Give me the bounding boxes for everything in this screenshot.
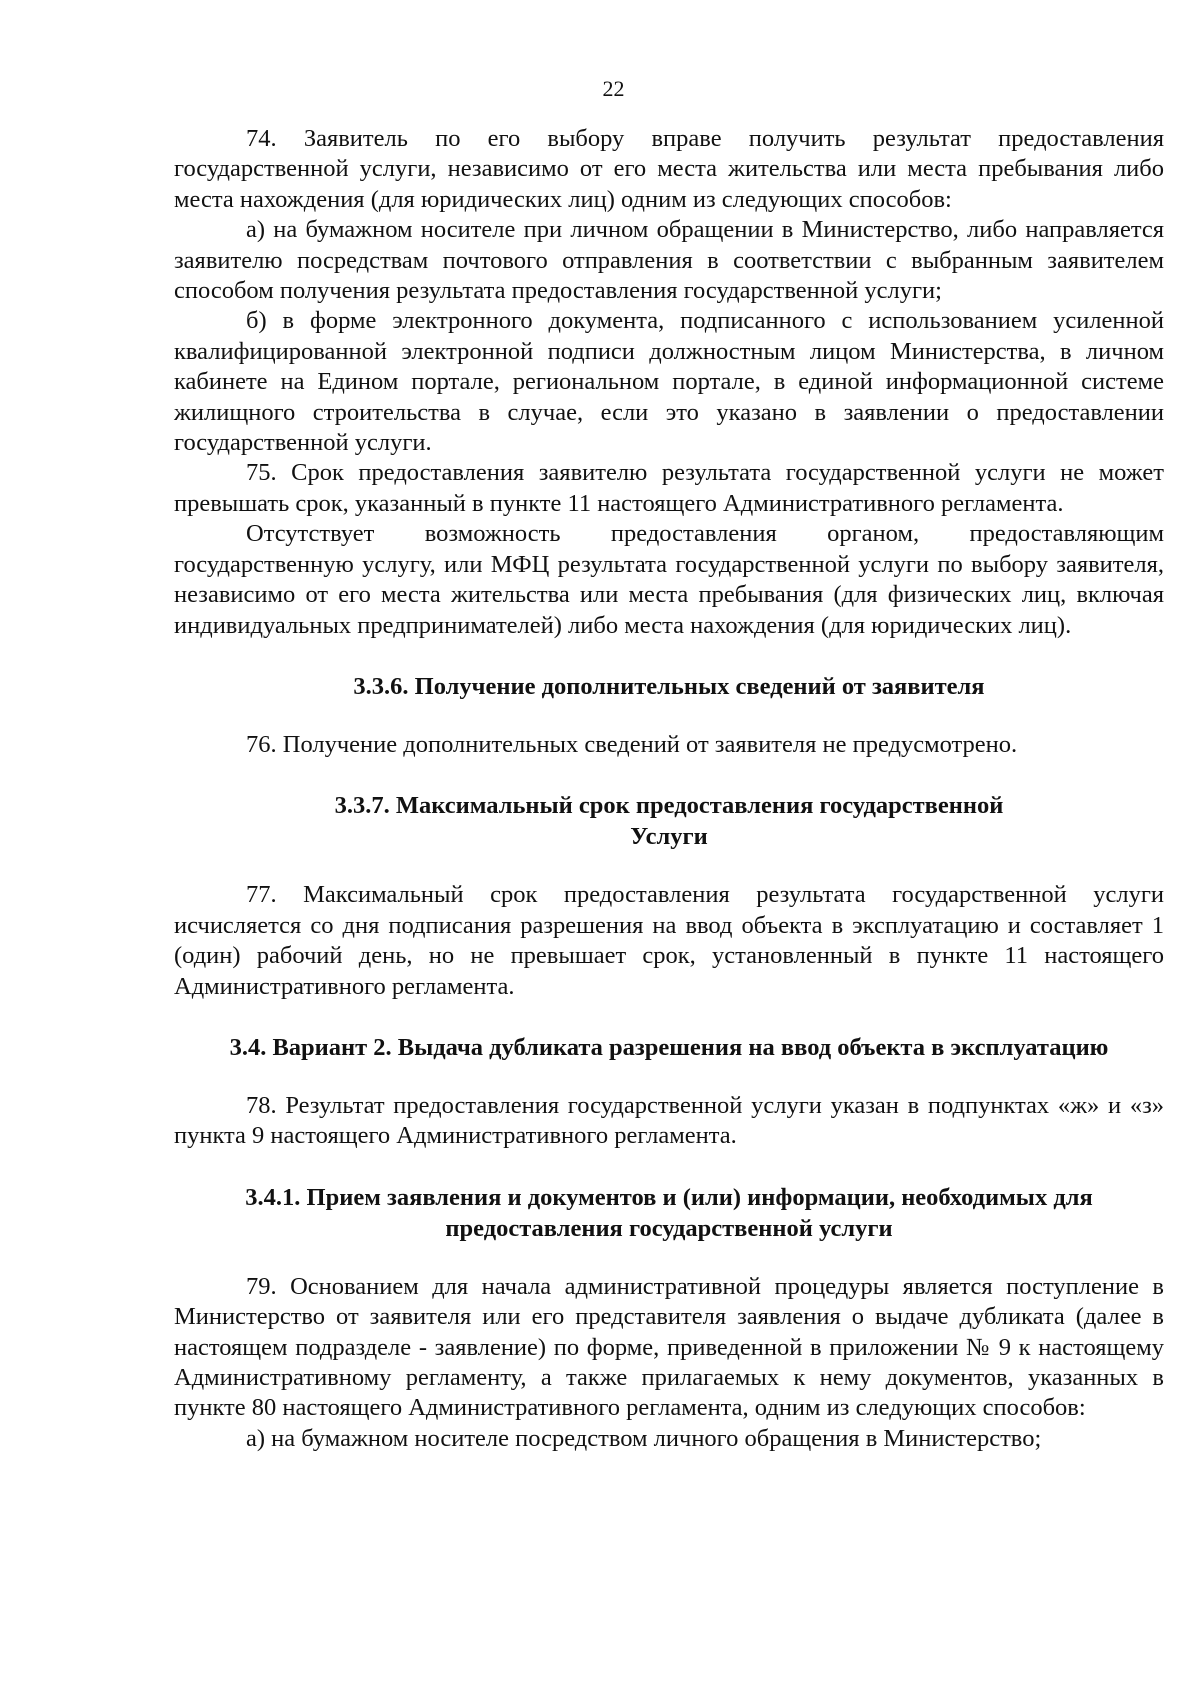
paragraph-74-b: б) в форме электронного документа, подписанного с использованием усиленной квалифицированной электронной подписи должностным лицом Министерства, в личном кабинете на Едином портале, региональном портале, в единой информационной системе жилищного строительства в случае, если это указано в заявлении о предоставлении государственной услуги. (174, 307, 1164, 457)
heading-line: Услуги (630, 823, 708, 851)
section-heading-3-3-6: 3.3.6. Получение дополнительных сведений от заявителя (353, 672, 985, 700)
heading-line: 3.3.7. Максимальный срок предоставления государственной (334, 792, 1004, 820)
paragraph-77: 77. Максимальный срок предоставления результата государственной услуги исчисляется со дня подписания разрешения на ввод объекта в эксплуатацию и составляет 1 (один) рабочий день, но не превышает срок, установленный в пункте 11 настоящего Административного регламента. (174, 881, 1164, 1000)
paragraph-78: 78. Результат предоставления государственной услуги указан в подпунктах «ж» и «з» пункта 9 настоящего Административного регламента. (174, 1091, 1164, 1150)
paragraph-75-continued: Отсутствует возможность предоставления органом, предоставляющим государственную услугу, или МФЦ результата государственной услуги по выбору заявителя, независимо от его места жительства или места пребывания (для физических лиц, включая индивидуальных предпринимателей) либо места нахождения (для юридических лиц). (174, 520, 1164, 639)
heading-line: 3.4.1. Прием заявления и документов и (или) информации, необходимых для (245, 1183, 1093, 1211)
paragraph-74: 74. Заявитель по его выбору вправе получить результат предоставления государственной услуги, независимо от его места жительства или места пребывания либо места нахождения (для юридических лиц) одним из следующих способов: (174, 125, 1164, 213)
section-heading-3-3-7 (174, 790, 1164, 852)
section-heading-3-4-1 (174, 1182, 1164, 1244)
paragraph-79: 79. Основанием для начала административной процедуры является поступление в Министерство от заявителя или его представителя заявления о выдаче дубликата (далее в настоящем подразделе - заявление) по форме, приведенной в приложении № 9 к настоящему Административному регламенту, а также прилагаемых к нему документов, указанных в пункте 80 настоящего Административного регламента, одним из следующих способов: (174, 1272, 1164, 1422)
heading-line: предоставления государственной услуги (445, 1214, 893, 1242)
paragraph-79-a: а) на бумажном носителе посредством личного обращения в Министерство; (246, 1424, 1042, 1452)
section-heading-3-4: 3.4. Вариант 2. Выдача дубликата разрешения на ввод объекта в эксплуатацию (229, 1033, 1109, 1061)
document-body (174, 124, 1164, 1454)
page-number: 22 (602, 76, 625, 101)
paragraph-74-a: а) на бумажном носителе при личном обращении в Министерство, либо направляется заявителю посредствам почтового отправления в соответствии с выбранным заявителем способом получения результата предоставления государственной услуги; (174, 216, 1164, 305)
paragraph-75: 75. Срок предоставления заявителю результата государственной услуги не может превышать срок, указанный в пункте 11 настоящего Административного регламента. (174, 459, 1164, 517)
paragraph-76: 76. Получение дополнительных сведений от заявителя не предусмотрено. (246, 730, 1018, 758)
